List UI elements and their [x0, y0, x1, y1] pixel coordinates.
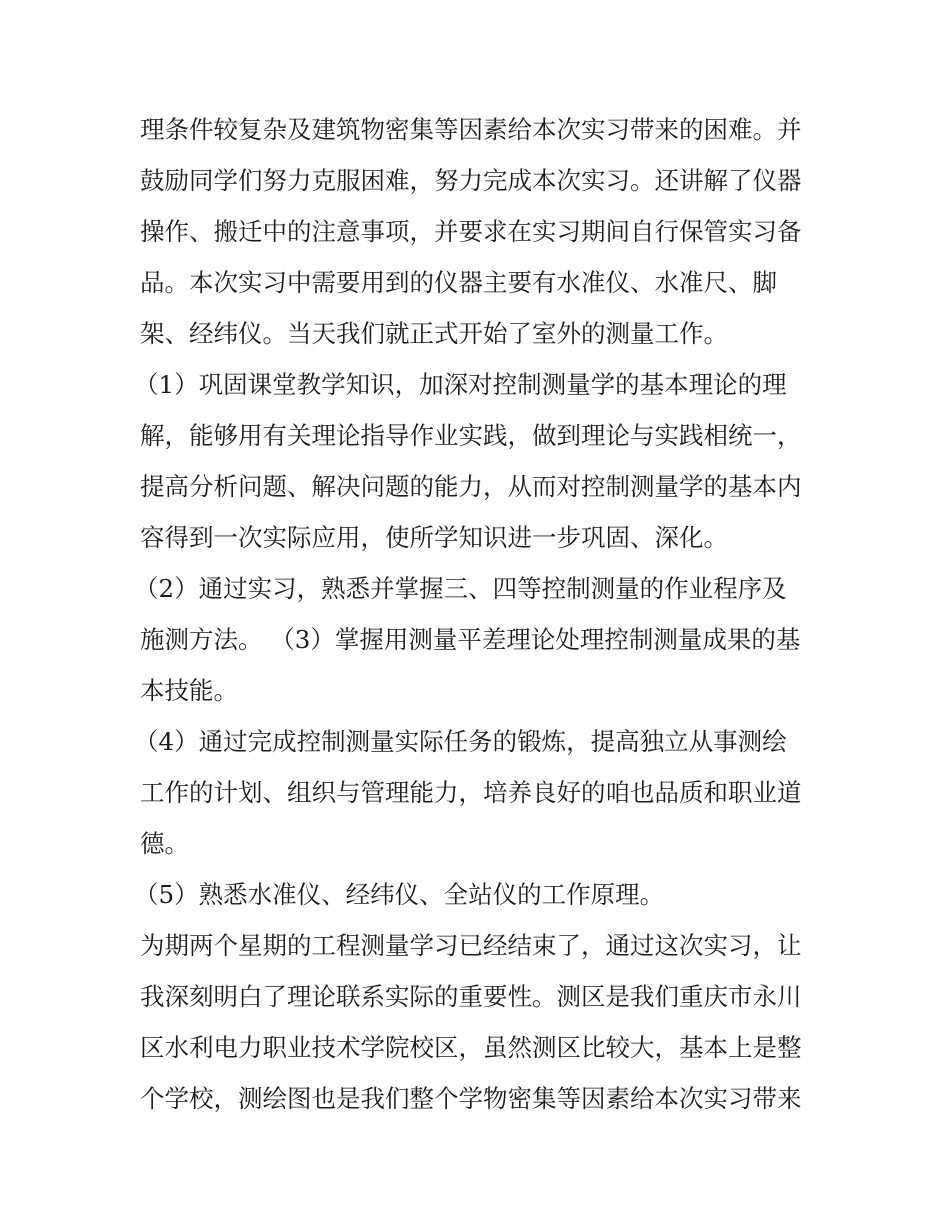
text-line: 本技能。	[140, 676, 238, 705]
text-line: 我深刻明白了理论联系实际的重要性。测区是我们重庆市永川	[140, 982, 802, 1011]
text-line: 理条件较复杂及建筑物密集等因素给本次实习带来的困难。并	[140, 115, 802, 144]
text-line: 施测方法。 （3）掌握用测量平差理论处理控制测量成果的基	[140, 625, 801, 654]
text-line: 为期两个星期的工程测量学习已经结束了，通过这次实习，让	[140, 931, 802, 960]
text-line: （5）熟悉水准仪、经纬仪、全站仪的工作原理。	[134, 880, 665, 909]
text-line: （4）通过完成控制测量实际任务的锻炼，提高独立从事测绘	[134, 727, 787, 756]
text-line: 品。本次实习中需要用到的仪器主要有水准仪、水准尺、脚	[140, 268, 777, 297]
text-line: 个学校，测绘图也是我们整个学物密集等因素给本次实习带来	[140, 1084, 802, 1113]
text-line: 工作的计划、组织与管理能力，培养良好的咱也品质和职业道	[140, 778, 802, 807]
text-line: （1）巩固课堂教学知识，加深对控制测量学的基本理论的理	[134, 370, 787, 399]
text-line: 提高分析问题、解决问题的能力，从而对控制测量学的基本内	[140, 472, 802, 501]
text-line: 架、经纬仪。当天我们就正式开始了室外的测量工作。	[140, 319, 728, 348]
body-text	[134, 104, 820, 1124]
text-line: 鼓励同学们努力克服困难，努力完成本次实习。还讲解了仪器	[140, 166, 802, 195]
text-line: 容得到一次实际应用，使所学知识进一步巩固、深化。	[140, 523, 728, 552]
text-line: 操作、搬迁中的注意事项，并要求在实习期间自行保管实习备	[140, 217, 802, 246]
text-line: 德。	[140, 829, 189, 858]
text-line: （2）通过实习，熟悉并掌握三、四等控制测量的作业程序及	[134, 574, 787, 603]
text-line: 区水利电力职业技术学院校区，虽然测区比较大，基本上是整	[140, 1033, 802, 1062]
text-line: 解，能够用有关理论指导作业实践，做到理论与实践相统一，	[140, 421, 802, 450]
